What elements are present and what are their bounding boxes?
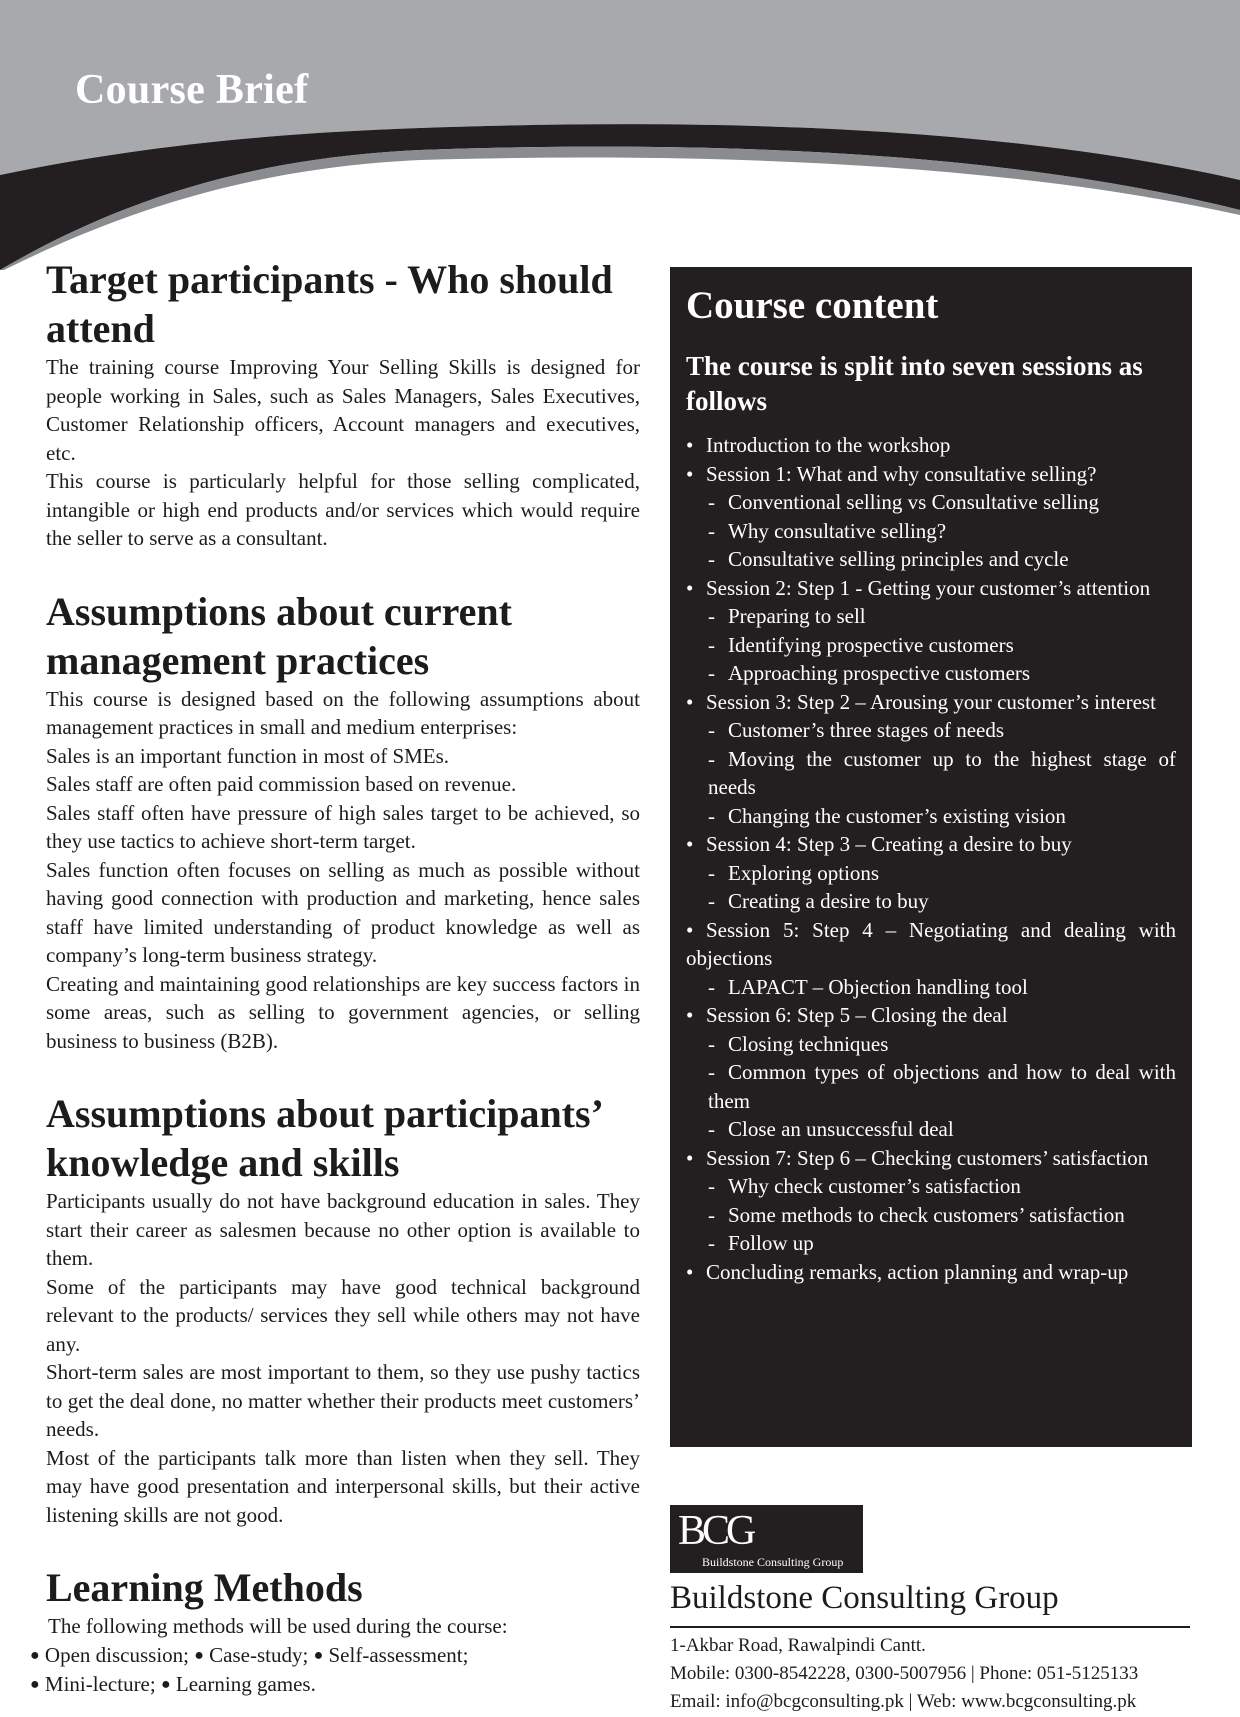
divider [670,1626,1190,1628]
item-text: Session 3: Step 2 – Arousing your customer’s interest [706,689,1156,714]
bullet-icon: • [686,917,694,942]
dash-icon: - [708,1174,715,1198]
subtopic-item [686,1058,1176,1115]
section-heading: Learning Methods [46,1565,363,1610]
paragraph: Sales function often focuses on selling as much as possible without having good connection with production and marketing, hence sales staff have limited understanding of product knowledge as well as company’s long-term business strategy. [46,857,640,967]
item-text: Conventional selling vs Consultative selling [728,490,1099,514]
bullet-icon: • [686,832,694,856]
item-text: Session 7: Step 6 – Checking customers’ satisfaction [706,1145,1149,1170]
section-heading: Target participants - Who should attend [46,257,613,351]
session-item [686,830,1176,859]
header-band [0,0,1240,270]
item-text: Exploring options [728,860,880,885]
dash-icon: - [708,889,715,913]
item-text: Customer’s three stages of needs [728,718,1005,742]
dash-icon: - [708,632,715,657]
method-item: Mini-lecture; [44,1672,156,1696]
section-target-participants [46,255,640,553]
section-participant-assumptions [46,1089,640,1529]
method-item: Open discussion; [44,1642,189,1667]
dash-icon: - [708,518,715,543]
subtopic-item [686,659,1176,688]
paragraph: This course is designed based on the following assumptions about management practices in small and medium enterprises: [46,686,640,739]
session-item [686,460,1176,489]
item-text: Concluding remarks, action planning and wrap-up [706,1259,1129,1284]
item-text: Session 6: Step 5 – Closing the deal [706,1003,1008,1027]
paragraph: Sales staff are often paid commission based on revenue. [46,772,517,796]
bullet-icon: • [686,1145,694,1170]
item-text: Common types of objections and how to deal with them [708,1060,1176,1113]
subtopic-item [686,602,1176,631]
paragraph: Some of the participants may have good technical background relevant to the products/ services they sell while others may not have any. [46,1274,640,1356]
section-heading: Assumptions about current management practices [46,588,512,683]
subtopic-item [686,887,1176,916]
dash-icon: - [708,604,715,628]
bullet-icon: ● [313,1646,324,1664]
bullet-icon: ● [160,1676,171,1693]
item-text: Close an unsuccessful deal [728,1117,954,1141]
section-learning-methods [30,1563,640,1700]
session-item [686,1001,1176,1030]
bullet-icon: • [686,689,694,714]
item-text: Identifying prospective customers [728,632,1014,657]
subtopic-item [686,545,1176,574]
method-item: Case-study; [209,1642,309,1667]
content-subheading: The course is split into seven sessions as follows [686,351,1143,416]
item-text: Why consultative selling? [728,518,947,543]
item-text: Consultative selling principles and cycle [728,547,1069,571]
dash-icon: - [708,974,715,999]
session-item [686,431,1176,460]
dash-icon: - [708,1117,715,1141]
left-column [30,255,640,1700]
session-item [686,688,1176,717]
paragraph: Most of the participants talk more than listen when they sell. They may have good presentation and interpersonal skills, but their active listening skills are not good. [46,1445,640,1527]
methods-list [30,1641,640,1700]
address: 1-Akbar Road, Rawalpindi Cantt. [670,1635,926,1656]
dash-icon: - [708,547,715,571]
contact-info [670,1632,1210,1716]
paragraph: Short-term sales are most important to them, so they use pushy tactics to get the deal done, no matter whether their products meet customers’ needs. [46,1360,640,1441]
item-text: Session 5: Step 4 – Negotiating and dealing with objections [686,917,1176,970]
session-item [686,1144,1176,1173]
item-text: Preparing to sell [728,604,866,628]
subtopic-item [686,745,1176,802]
item-text: Approaching prospective customers [728,661,1031,685]
company-name: Buildstone Consulting Group [670,1580,1059,1616]
dash-icon: - [708,1202,715,1227]
item-text: Why check customer’s satisfaction [728,1174,1021,1198]
paragraph: Sales is an important function in most of SMEs. [46,743,450,768]
subtopic-item [686,716,1176,745]
dash-icon: - [708,746,715,771]
dash-icon: - [708,860,715,885]
subtopic-item [686,1115,1176,1144]
bullet-icon: • [686,575,694,600]
item-text: Closing techniques [728,1031,889,1056]
paragraph: The training course Improving Your Selling Skills is designed for people working in Sales, such as Sales Managers, Sales Executives, Customer Relationship officers, Account managers and executives, etc. [46,355,640,465]
item-text: Follow up [728,1231,814,1255]
subtopic-item [686,631,1176,660]
bullet-icon: • [686,1003,694,1027]
subtopic-item [686,1172,1176,1201]
paragraph: Creating and maintaining good relationships are key success factors in some areas, such as selling to government agencies, or selling business to business (B2B). [46,971,640,1053]
logo-tagline: Buildstone Consulting Group [702,1555,844,1569]
bullet-icon: ● [30,1646,40,1664]
item-text: Session 1: What and why consultative selling? [706,461,1097,486]
paragraph: This course is particularly helpful for those selling complicated, intangible or high end products and/or services which would require the seller to serve as a consultant. [46,469,640,550]
section-management-assumptions [46,587,640,1056]
session-item [686,916,1176,973]
item-text: Creating a desire to buy [728,889,929,913]
section-heading: Assumptions about participants’ knowledge and skills [46,1091,601,1185]
course-content-box [670,267,1192,1447]
dash-icon: - [708,718,715,742]
dash-icon: - [708,1060,715,1084]
logo-letters: BCG [678,1508,753,1554]
dash-icon: - [708,661,715,685]
dash-icon: - [708,803,715,828]
subtopic-item [686,1229,1176,1258]
subtopic-item [686,973,1176,1002]
bullet-icon: ● [194,1646,204,1664]
page-title: Course Brief [75,67,309,113]
method-item: Self-assessment; [328,1642,469,1667]
dash-icon: - [708,490,715,514]
subtopic-item [686,1030,1176,1059]
dash-icon: - [708,1231,715,1255]
bullet-icon: ● [30,1676,40,1693]
item-text: Session 4: Step 3 – Creating a desire to buy [706,832,1072,856]
item-text: Changing the customer’s existing vision [728,803,1066,828]
content-heading: Course content [686,284,939,327]
item-text: Some methods to check customers’ satisfaction [728,1202,1125,1227]
subtopic-item [686,1201,1176,1230]
subtopic-item [686,488,1176,517]
session-list [686,431,1176,1286]
method-item: Learning games. [175,1672,316,1696]
item-text: Moving the customer up to the highest stage of needs [708,746,1176,799]
subtopic-item [686,517,1176,546]
paragraph: Sales staff often have pressure of high sales target to be achieved, so they use tactics to achieve short-term target. [46,800,640,853]
paragraph: The following methods will be used during the course: [48,1614,508,1638]
company-logo [670,1505,863,1573]
bullet-icon: • [686,461,694,486]
bullet-icon: • [686,433,694,457]
session-item [686,574,1176,603]
subtopic-item [686,802,1176,831]
item-text: Introduction to the workshop [706,433,951,457]
bullet-icon: • [686,1259,694,1284]
web-line: Email: info@bcgconsulting.pk | Web: www.bcgconsulting.pk [670,1691,1137,1712]
paragraph: Participants usually do not have background education in sales. They start their career as salesmen because no other option is available to them. [46,1189,640,1270]
item-text: Session 2: Step 1 - Getting your customer’s attention [706,575,1151,600]
dash-icon: - [708,1031,715,1056]
subtopic-item [686,859,1176,888]
item-text: LAPACT – Objection handling tool [728,974,1028,999]
session-item [686,1258,1176,1287]
phone-line: Mobile: 0300-8542228, 0300-5007956 | Phone: 051-5125133 [670,1663,1139,1684]
